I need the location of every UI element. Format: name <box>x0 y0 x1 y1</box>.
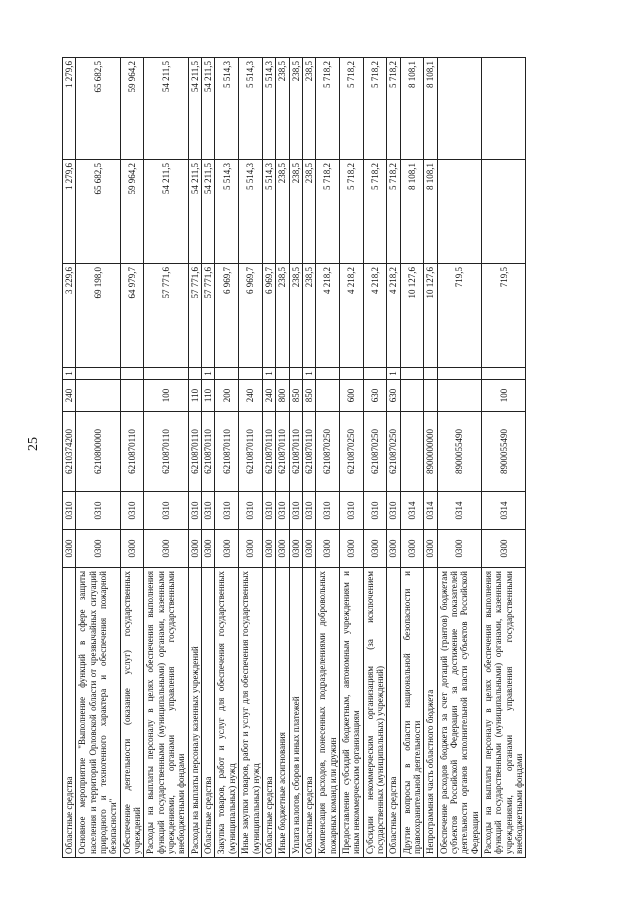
cell-c4: 110 <box>188 380 201 412</box>
cell-name: Расходы на выплаты персоналу в целях обеспечения выполнения функций государственными (муниципальными) органами, казенными учреждениями, органами управления государственными внебюджетными фондами <box>144 568 188 858</box>
cell-c3: 6210870110 <box>289 412 302 492</box>
cell-c5 <box>363 368 387 380</box>
cell-v3: 238,5 <box>276 58 289 160</box>
cell-v1: 10 127,6 <box>400 264 424 368</box>
cell-c2: 0314 <box>400 492 424 530</box>
cell-c5 <box>76 368 120 380</box>
cell-v2: 59 964,2 <box>120 160 144 264</box>
cell-c4: 240 <box>262 380 275 412</box>
cell-c1: 0300 <box>120 530 144 568</box>
table-row <box>202 58 215 858</box>
cell-name: Обеспечение расходов бюджета за счет дотаций (грантов) бюджетам субъектов Российской Федерации за достижение показателей деятельности органов исполнительной власти субъектов Российской Федерации <box>437 568 481 858</box>
table-row <box>387 58 400 858</box>
cell-v1: 10 127,6 <box>424 264 437 368</box>
cell-v3: 5 718,2 <box>387 58 400 160</box>
cell-c2: 0310 <box>63 492 76 530</box>
cell-name: Непрограммная часть областного бюджета <box>424 568 437 858</box>
cell-v1: 6 969,7 <box>262 264 275 368</box>
cell-v1: 4 218,2 <box>363 264 387 368</box>
cell-v2: 238,5 <box>276 160 289 264</box>
cell-v1: 4 218,2 <box>316 264 340 368</box>
cell-c3: 6210870250 <box>387 412 400 492</box>
cell-v2: 54 211,5 <box>188 160 201 264</box>
cell-c4: 850 <box>289 380 302 412</box>
cell-c5: 1 <box>387 368 400 380</box>
cell-v1: 4 218,2 <box>387 264 400 368</box>
cell-v2: 65 682,5 <box>76 160 120 264</box>
cell-c3: 8900000000 <box>424 412 437 492</box>
cell-name: Основное мероприятие "Выполнение функций в сфере защиты населения и территорий Орловской области от чрезвычайных ситуаций природного и техногенного характера и обеспечения пожарной безопасности" <box>76 568 120 858</box>
cell-c2: 0310 <box>276 492 289 530</box>
cell-name: Другие вопросы в области национальной безопасности и правоохранительной деятельности <box>400 568 424 858</box>
cell-c3: 6210870110 <box>262 412 275 492</box>
cell-c1: 0300 <box>215 530 239 568</box>
cell-c3: 6210800000 <box>76 412 120 492</box>
table-row <box>482 58 526 858</box>
cell-name: Областные средства <box>63 568 76 858</box>
cell-c4: 850 <box>302 380 315 412</box>
cell-v1: 69 198,0 <box>76 264 120 368</box>
cell-c5: 1 <box>202 368 215 380</box>
cell-c2: 0310 <box>239 492 263 530</box>
cell-c5 <box>289 368 302 380</box>
cell-v3: 54 211,5 <box>202 58 215 160</box>
cell-c4: 100 <box>144 380 188 412</box>
cell-c3: 6210870250 <box>363 412 387 492</box>
cell-c4: 800 <box>276 380 289 412</box>
cell-v2: 8 108,1 <box>424 160 437 264</box>
cell-name: Областные средства <box>387 568 400 858</box>
table-row <box>239 58 263 858</box>
cell-c3: 6210870110 <box>188 412 201 492</box>
cell-c3: 6210870110 <box>302 412 315 492</box>
cell-v1: 64 979,7 <box>120 264 144 368</box>
cell-v1: 719,5 <box>482 264 526 368</box>
cell-c5 <box>276 368 289 380</box>
cell-c1: 0300 <box>63 530 76 568</box>
cell-v1: 57 771,6 <box>188 264 201 368</box>
cell-c3: 6210870110 <box>239 412 263 492</box>
table-row <box>262 58 275 858</box>
cell-v3: 5 514,3 <box>262 58 275 160</box>
cell-v2 <box>482 160 526 264</box>
cell-c4: 100 <box>482 380 526 412</box>
cell-c2: 0310 <box>76 492 120 530</box>
cell-name: Закупка товаров, работ и услуг для обеспечения государственных (муниципальных) нужд <box>215 568 239 858</box>
cell-v3: 5 514,3 <box>215 58 239 160</box>
cell-c1: 0300 <box>144 530 188 568</box>
cell-v3 <box>437 58 481 160</box>
cell-name: Предоставление субсидий бюджетным, автономным учреждениям и иным некоммерческим организациям <box>339 568 363 858</box>
cell-v3: 54 211,5 <box>188 58 201 160</box>
cell-v3: 238,5 <box>289 58 302 160</box>
cell-c1: 0300 <box>239 530 263 568</box>
cell-c5: 1 <box>262 368 275 380</box>
cell-c3 <box>400 412 424 492</box>
cell-v3: 1 279,6 <box>63 58 76 160</box>
cell-v2: 54 211,5 <box>202 160 215 264</box>
cell-v3 <box>482 58 526 160</box>
cell-c1: 0300 <box>276 530 289 568</box>
cell-c3: 6210870110 <box>202 412 215 492</box>
cell-c5 <box>239 368 263 380</box>
cell-c2: 0314 <box>424 492 437 530</box>
cell-c5 <box>400 368 424 380</box>
cell-c2: 0310 <box>202 492 215 530</box>
cell-v2: 1 279,6 <box>63 160 76 264</box>
cell-c5 <box>437 368 481 380</box>
cell-name: Уплата налогов, сборов и иных платежей <box>289 568 302 858</box>
cell-c1: 0300 <box>363 530 387 568</box>
cell-c4: 630 <box>363 380 387 412</box>
cell-v1: 3 229,6 <box>63 264 76 368</box>
cell-v1: 238,5 <box>302 264 315 368</box>
table-row <box>215 58 239 858</box>
cell-c1: 0300 <box>387 530 400 568</box>
cell-v2: 5 514,3 <box>262 160 275 264</box>
cell-c1: 0300 <box>400 530 424 568</box>
cell-v3: 5 718,2 <box>363 58 387 160</box>
cell-v1: 238,5 <box>289 264 302 368</box>
cell-v3: 59 964,2 <box>120 58 144 160</box>
cell-c1: 0300 <box>316 530 340 568</box>
cell-v3: 8 108,1 <box>400 58 424 160</box>
cell-c1: 0300 <box>437 530 481 568</box>
cell-v2: 5 514,3 <box>239 160 263 264</box>
table-row <box>276 58 289 858</box>
cell-c5: 1 <box>302 368 315 380</box>
table-body <box>63 58 526 858</box>
rotated-table-wrapper <box>62 58 582 858</box>
cell-c4: 110 <box>202 380 215 412</box>
cell-c5 <box>482 368 526 380</box>
cell-v3: 5 514,3 <box>239 58 263 160</box>
cell-c4 <box>437 380 481 412</box>
cell-c2: 0310 <box>302 492 315 530</box>
cell-v2: 5 718,2 <box>339 160 363 264</box>
cell-v3: 8 108,1 <box>424 58 437 160</box>
cell-c2: 0310 <box>316 492 340 530</box>
cell-c5: 1 <box>63 368 76 380</box>
cell-c1: 0300 <box>188 530 201 568</box>
table-row <box>144 58 188 858</box>
cell-c2: 0310 <box>387 492 400 530</box>
cell-c1: 0300 <box>289 530 302 568</box>
cell-v1: 4 218,2 <box>339 264 363 368</box>
table-row <box>63 58 76 858</box>
table-row <box>289 58 302 858</box>
cell-v2: 5 718,2 <box>387 160 400 264</box>
cell-v2: 5 718,2 <box>316 160 340 264</box>
cell-v2: 54 211,5 <box>144 160 188 264</box>
cell-c3: 6210870110 <box>276 412 289 492</box>
cell-v2: 5 514,3 <box>215 160 239 264</box>
table-row <box>363 58 387 858</box>
cell-c4: 240 <box>239 380 263 412</box>
cell-name: Иные закупки товаров, работ и услуг для обеспечения государственных (муниципальных) нужд <box>239 568 263 858</box>
cell-v3: 238,5 <box>302 58 315 160</box>
cell-v1: 238,5 <box>276 264 289 368</box>
table-row <box>339 58 363 858</box>
cell-c4: 630 <box>387 380 400 412</box>
cell-c3: 8900055490 <box>482 412 526 492</box>
cell-v2: 238,5 <box>302 160 315 264</box>
cell-c5 <box>339 368 363 380</box>
cell-v2 <box>437 160 481 264</box>
cell-v1: 6 969,7 <box>239 264 263 368</box>
table-row <box>302 58 315 858</box>
cell-v2: 5 718,2 <box>363 160 387 264</box>
cell-v1: 57 771,6 <box>144 264 188 368</box>
cell-v1: 6 969,7 <box>215 264 239 368</box>
cell-v3: 5 718,2 <box>339 58 363 160</box>
cell-c1: 0300 <box>482 530 526 568</box>
table-row <box>437 58 481 858</box>
cell-v2: 238,5 <box>289 160 302 264</box>
cell-c3: 6210870110 <box>215 412 239 492</box>
cell-c5 <box>316 368 340 380</box>
cell-c3: 6210870110 <box>144 412 188 492</box>
page-number: 25 <box>26 437 41 451</box>
cell-v3: 65 682,5 <box>76 58 120 160</box>
cell-c4: 240 <box>63 380 76 412</box>
cell-c4 <box>424 380 437 412</box>
cell-c5 <box>215 368 239 380</box>
cell-name: Субсидии некоммерческим организациям (за исключением государственных (муниципальных) учреждений) <box>363 568 387 858</box>
cell-name: Иные бюджетные ассигнования <box>276 568 289 858</box>
cell-v3: 5 718,2 <box>316 58 340 160</box>
cell-v1: 719,5 <box>437 264 481 368</box>
cell-c2: 0310 <box>144 492 188 530</box>
cell-c2: 0310 <box>262 492 275 530</box>
cell-c2: 0310 <box>215 492 239 530</box>
cell-v3: 54 211,5 <box>144 58 188 160</box>
cell-name: Областные средства <box>202 568 215 858</box>
cell-c4: 600 <box>339 380 363 412</box>
cell-c3: 6210374200 <box>63 412 76 492</box>
cell-c5 <box>424 368 437 380</box>
cell-c2: 0310 <box>120 492 144 530</box>
cell-c4 <box>120 380 144 412</box>
cell-name: Компенсация расходов, понесенных подразделениями добровольных пожарных команд или дружин <box>316 568 340 858</box>
cell-c1: 0300 <box>262 530 275 568</box>
cell-c5 <box>144 368 188 380</box>
cell-c3: 6210870250 <box>316 412 340 492</box>
cell-name: Расходы на выплаты персоналу в целях обеспечения выполнения функций государственными (муниципальными) органами, казенными учреждениями, органами управления государственными внебюджетными фондами <box>482 568 526 858</box>
cell-c2: 0314 <box>482 492 526 530</box>
cell-c4: 200 <box>215 380 239 412</box>
cell-c1: 0300 <box>302 530 315 568</box>
cell-c4 <box>76 380 120 412</box>
cell-name: Областные средства <box>262 568 275 858</box>
cell-name: Областные средства <box>302 568 315 858</box>
budget-table <box>62 57 526 858</box>
cell-c1: 0300 <box>202 530 215 568</box>
cell-c3: 8900055490 <box>437 412 481 492</box>
cell-c1: 0300 <box>339 530 363 568</box>
table-row <box>76 58 120 858</box>
cell-name: Обеспечение деятельности (оказание услуг) государственных учреждений <box>120 568 144 858</box>
table-row <box>400 58 424 858</box>
cell-c1: 0300 <box>76 530 120 568</box>
cell-v2: 8 108,1 <box>400 160 424 264</box>
cell-c2: 0310 <box>339 492 363 530</box>
cell-c5 <box>120 368 144 380</box>
cell-name: Расходы на выплаты персоналу казенных учреждений <box>188 568 201 858</box>
cell-c2: 0314 <box>437 492 481 530</box>
cell-c3: 6210870110 <box>120 412 144 492</box>
cell-c2: 0310 <box>188 492 201 530</box>
cell-c2: 0310 <box>363 492 387 530</box>
cell-c4 <box>400 380 424 412</box>
cell-c4 <box>316 380 340 412</box>
cell-c2: 0310 <box>289 492 302 530</box>
cell-c3: 6210870250 <box>339 412 363 492</box>
cell-v1: 57 771,6 <box>202 264 215 368</box>
cell-c5 <box>188 368 201 380</box>
table-row <box>120 58 144 858</box>
table-row <box>424 58 437 858</box>
table-row <box>188 58 201 858</box>
table-row <box>316 58 340 858</box>
cell-c1: 0300 <box>424 530 437 568</box>
